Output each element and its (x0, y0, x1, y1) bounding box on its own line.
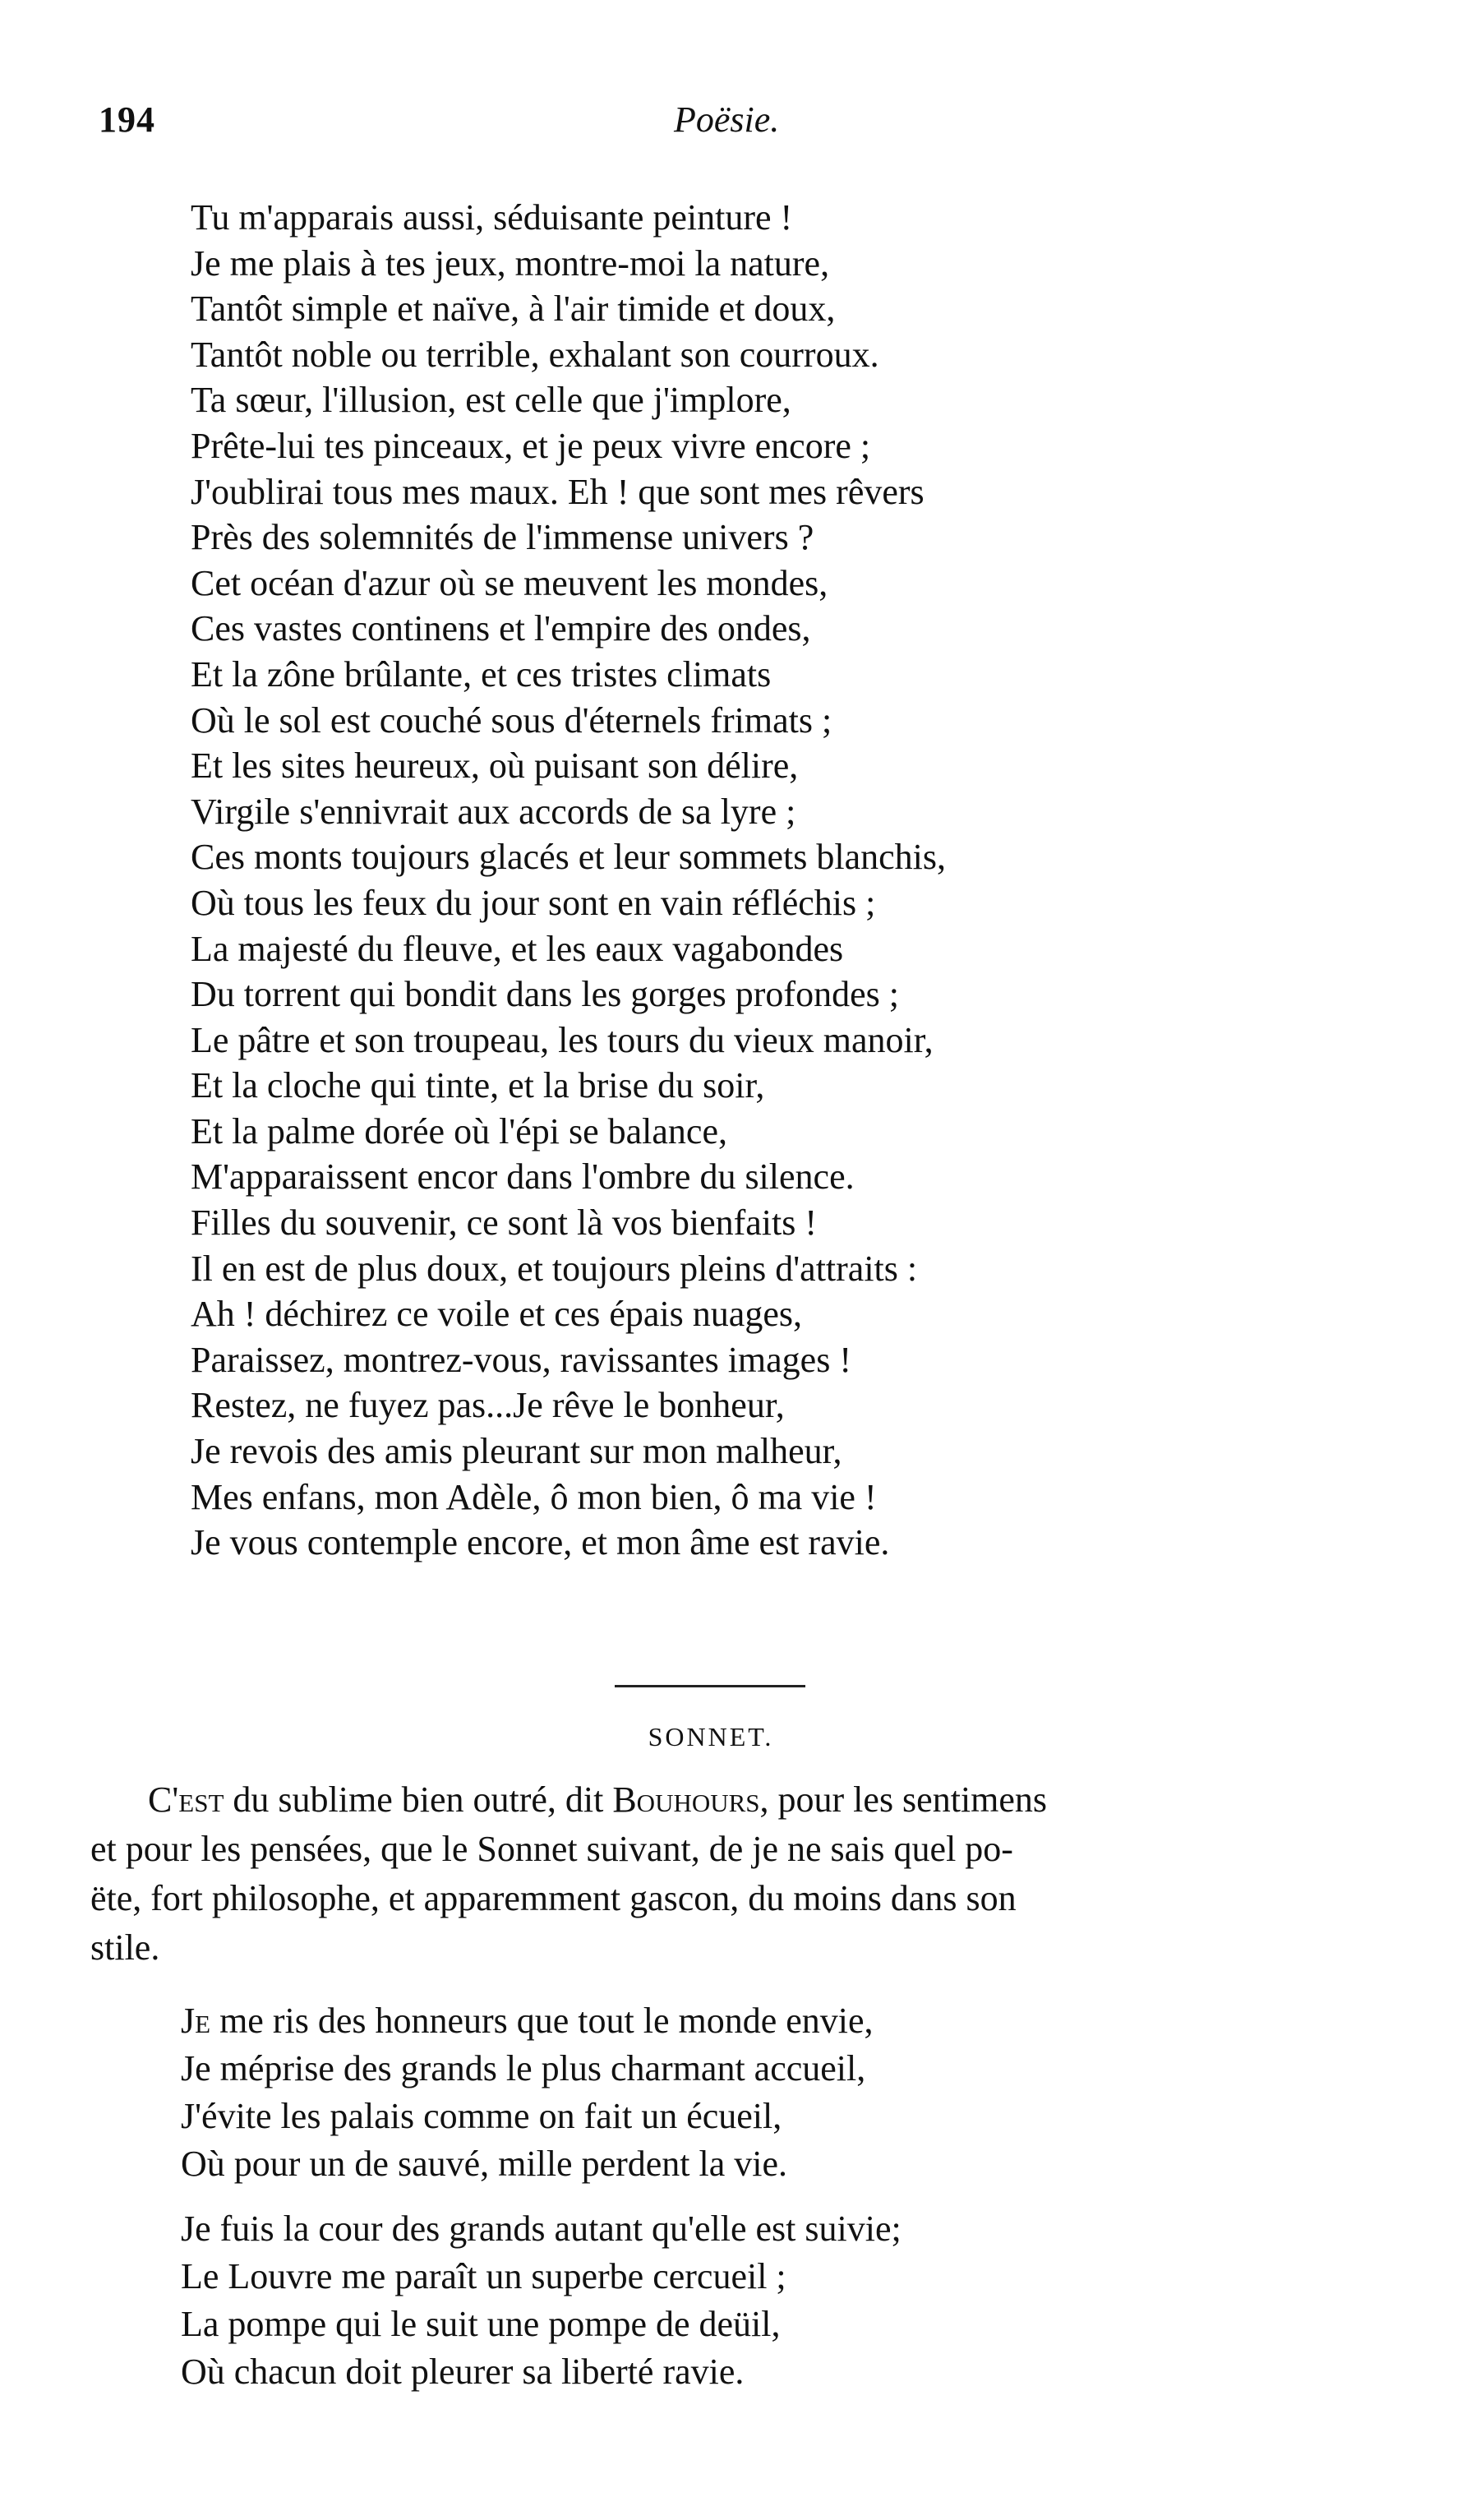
sonnet-stanza (181, 1997, 1331, 2188)
intro-text: , pour les sentimens (759, 1779, 1048, 1820)
poem-line: Où le sol est couché sous d'éternels frimats ; (191, 699, 832, 741)
intro-paragraph (90, 1775, 1389, 1973)
sonnet-stanza (181, 2205, 1331, 2396)
poem-line: Et la palme dorée où l'épi se balance, (191, 1110, 727, 1152)
poem-line: Ta sœur, l'illusion, est celle que j'implore, (191, 380, 791, 421)
running-title: Poësie. (674, 99, 780, 140)
poem (191, 195, 1325, 1566)
poem-line: Tantôt simple et naïve, à l'air timide et doux, (191, 288, 836, 330)
intro-line: et pour les pensées, que le Sonnet suivant, de je ne sais quel po- (90, 1829, 1013, 1869)
sonnet-line: Où pour un de sauvé, mille perdent la vie. (181, 2144, 788, 2184)
poem-line: Du torrent qui bondit dans les gorges profondes ; (191, 974, 899, 1015)
poem-line: Je revois des amis pleurant sur mon malheur, (191, 1431, 842, 1472)
page-number: 194 (99, 99, 155, 140)
poem-line: Où tous les feux du jour sont en vain réfléchis ; (191, 882, 876, 923)
poem-line: Tantôt noble ou terrible, exhalant son courroux. (191, 334, 879, 375)
poem-line: Près des solemnités de l'immense univers ? (191, 517, 814, 558)
sonnet-dropcap-word: Je (181, 2001, 211, 2041)
poem-line: Et la cloche qui tinte, et la brise du soir, (191, 1065, 765, 1106)
poem-line: Restez, ne fuyez pas...Je rêve le bonheur, (191, 1385, 785, 1426)
poem-line: Paraissez, montrez-vous, ravissantes images ! (191, 1339, 851, 1380)
poem-line: M'apparaissent encor dans l'ombre du silence. (191, 1156, 855, 1198)
poem-line: J'oublirai tous mes maux. Eh ! que sont mes rêvers (191, 471, 925, 512)
intro-line (90, 1775, 1389, 1825)
intro-line: stile. (90, 1927, 160, 1968)
sonnet-line: Où chacun doit pleurer sa liberté ravie. (181, 2352, 745, 2392)
poem-line: Ah ! déchirez ce voile et ces épais nuages, (191, 1294, 802, 1335)
running-head (99, 99, 1381, 148)
poem-line: Cet océan d'azur où se meuvent les mondes, (191, 562, 828, 603)
poem-line: Virgile s'ennivrait aux accords de sa lyre ; (191, 791, 796, 832)
section-title: SONNET. (648, 1722, 774, 1752)
poem-line: Le pâtre et son troupeau, les tours du vieux manoir, (191, 1019, 934, 1060)
poem-line: Ces monts toujours glacés et leur sommets blanchis, (191, 837, 946, 878)
sonnet-line (181, 1997, 1331, 2045)
sonnet-line: La pompe qui le suit une pompe de deüil, (181, 2304, 781, 2344)
sonnet-line: Je fuis la cour des grands autant qu'elle est suivie; (181, 2208, 902, 2249)
sonnet-line: Le Louvre me paraît un superbe cercueil ; (181, 2256, 786, 2296)
section-divider (615, 1685, 805, 1687)
intro-text: du sublime bien outré, dit (224, 1779, 613, 1820)
poem-line: Filles du souvenir, ce sont là vos bienfaits ! (191, 1202, 818, 1244)
poem-line: La majesté du fleuve, et les eaux vagabondes (191, 928, 844, 969)
sonnet-line: J'évite les palais comme on fait un écueil, (181, 2096, 782, 2136)
intro-line: ëte, fort philosophe, et apparemment gascon, du moins dans son (90, 1878, 1017, 1918)
poem-line: Mes enfans, mon Adèle, ô mon bien, ô ma vie ! (191, 1476, 877, 1517)
poem-line: Il en est de plus doux, et toujours pleins d'attraits : (191, 1248, 918, 1289)
poem-line: Je me plais à tes jeux, montre-moi la nature, (191, 242, 830, 284)
poem-line: Et la zône brûlante, et ces tristes climats (191, 653, 772, 695)
sonnet-line: Je méprise des grands le plus charmant accueil, (181, 2048, 866, 2088)
intro-dropcap-word: C'est (148, 1779, 224, 1820)
sonnet-text: me ris des honneurs que tout le monde envie, (210, 2001, 874, 2041)
poem-line: Ces vastes continens et l'empire des ondes, (191, 608, 811, 649)
poem-line: Et les sites heureux, où puisant son délire, (191, 745, 799, 787)
poem-line: Je vous contemple encore, et mon âme est ravie. (191, 1522, 890, 1563)
poem-line: Prête-lui tes pinceaux, et je peux vivre encore ; (191, 425, 871, 466)
author-name: Bouhours (612, 1779, 760, 1820)
poem-line: Tu m'apparais aussi, séduisante peinture ! (191, 197, 793, 238)
